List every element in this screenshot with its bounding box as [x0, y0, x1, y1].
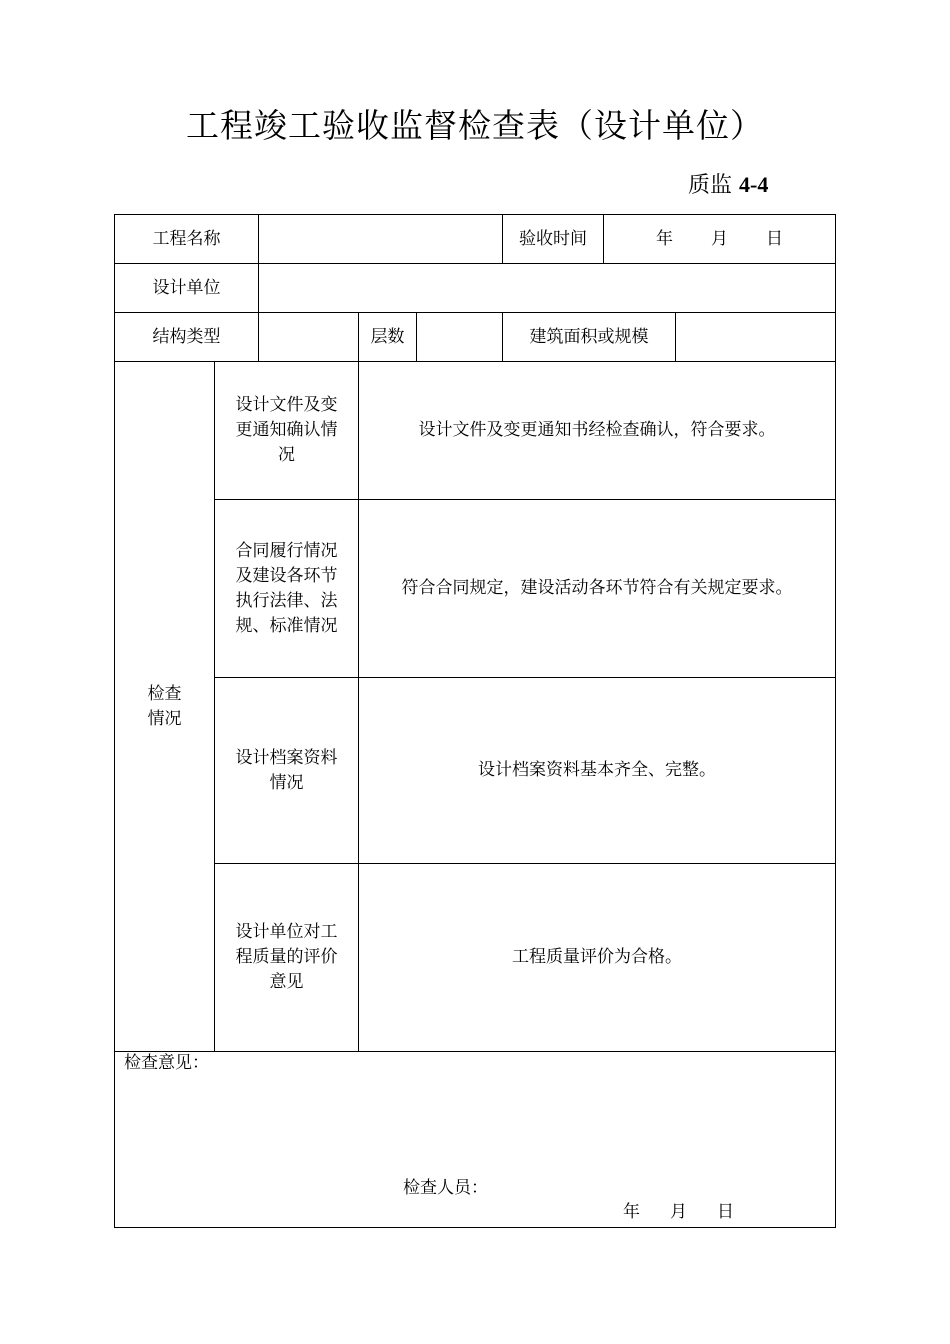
document-title: 工程竣工验收监督检查表（设计单位） — [186, 106, 764, 145]
inspection-item-label: 合同履行情况及建设各环节执行法律、法规、标准情况 — [235, 540, 338, 636]
inspection-row-2 — [115, 500, 836, 678]
inspection-item-content: 符合合同规定，建设活动各环节符合有关规定要求。 — [401, 578, 793, 598]
opinion-row — [115, 1052, 836, 1228]
inspection-item-content: 工程质量评价为合格。 — [512, 947, 682, 967]
project-name-field[interactable] — [259, 215, 503, 264]
inspection-item-content-cell[interactable] — [359, 362, 836, 500]
inspection-item-label-cell — [215, 500, 359, 678]
inspection-item-label-cell — [215, 362, 359, 500]
inspection-item-content: 设计文件及变更通知书经检查确认，符合要求。 — [418, 420, 776, 440]
row-project-name — [115, 215, 836, 264]
inspection-row-3 — [115, 678, 836, 864]
area-field[interactable] — [676, 313, 836, 362]
inspection-form-table — [114, 214, 836, 1228]
form-code-prefix: 质监 — [688, 173, 733, 198]
inspection-item-label: 设计文件及变更通知确认情况 — [235, 395, 338, 465]
inspection-item-label: 设计档案资料情况 — [235, 747, 338, 793]
inspection-item-content-cell[interactable] — [359, 678, 836, 864]
row-structure — [115, 313, 836, 362]
opinion-date-year-label: 年 — [623, 1202, 640, 1222]
floors-field[interactable] — [417, 313, 503, 362]
inspection-section-label: 检查 情况 — [147, 683, 182, 729]
opinion-label: 检查意见： — [124, 1053, 209, 1073]
structure-type-label: 结构类型 — [115, 313, 259, 362]
form-code-number: 4-4 — [739, 172, 769, 197]
inspector-label: 检查人员： — [403, 1178, 488, 1198]
inspection-row-1 — [115, 362, 836, 500]
inspection-row-4 — [115, 864, 836, 1052]
inspection-item-content-cell[interactable] — [359, 864, 836, 1052]
project-name-label: 工程名称 — [115, 215, 259, 264]
acceptance-time-label: 验收时间 — [503, 215, 604, 264]
opinion-cell[interactable] — [115, 1052, 836, 1228]
opinion-date-day-label: 日 — [717, 1202, 734, 1222]
design-unit-label: 设计单位 — [115, 264, 259, 313]
date-year-label: 年 — [656, 228, 674, 249]
opinion-date-month-label: 月 — [670, 1202, 687, 1222]
date-day-label: 日 — [766, 228, 784, 249]
inspection-section-label-cell — [115, 362, 215, 1052]
acceptance-date — [656, 229, 783, 249]
design-unit-field[interactable] — [259, 264, 836, 313]
inspection-item-label: 设计单位对工程质量的评价意见 — [235, 922, 338, 992]
inspection-item-label-cell — [215, 678, 359, 864]
structure-type-field[interactable] — [259, 313, 359, 362]
inspection-item-content-cell[interactable] — [359, 500, 836, 678]
acceptance-date-field[interactable] — [604, 215, 836, 264]
row-design-unit — [115, 264, 836, 313]
inspection-item-label-cell — [215, 864, 359, 1052]
opinion-date — [623, 1200, 734, 1225]
area-label: 建筑面积或规模 — [503, 313, 676, 362]
date-month-label: 月 — [711, 228, 729, 249]
inspection-item-content: 设计档案资料基本齐全、完整。 — [478, 760, 716, 780]
form-code — [688, 168, 768, 199]
floors-label: 层数 — [359, 313, 417, 362]
